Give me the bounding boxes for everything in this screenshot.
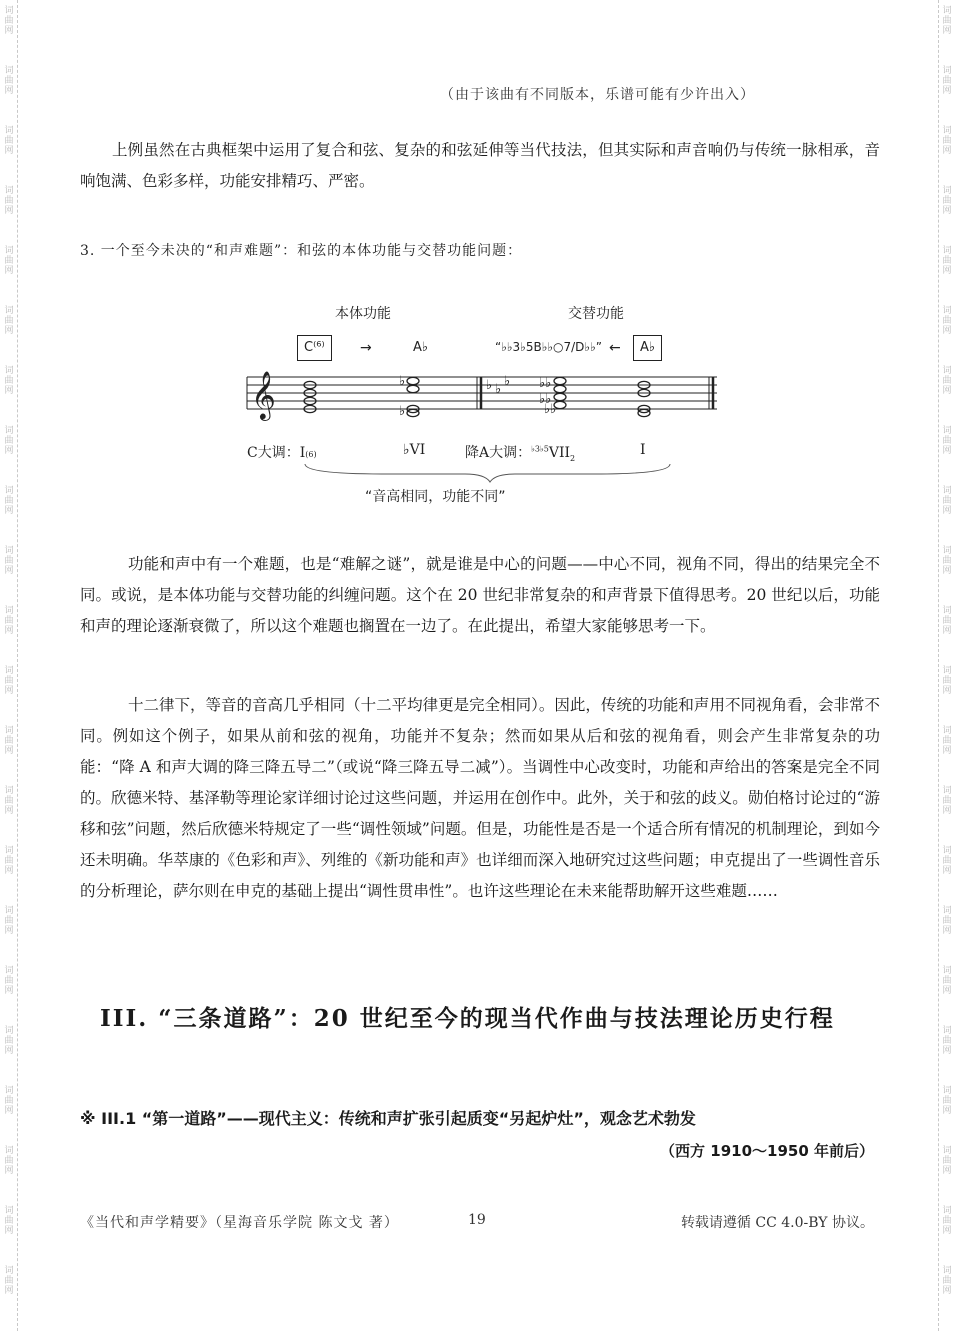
watermark-glyph: 词 [942,186,952,196]
watermark-glyph: 曲 [942,1156,952,1166]
watermark-column [940,546,954,576]
watermark-glyph: 词 [942,126,952,136]
left-watermark-strip [2,0,16,1331]
watermark-column [2,246,16,276]
watermark-glyph: 曲 [4,856,14,866]
watermark-glyph: 词 [942,66,952,76]
treble-clef-icon: 𝄞 [251,370,276,419]
edition-note: （由于该曲有不同版本，乐谱可能有少许出入） [440,87,755,103]
watermark-glyph: 曲 [942,16,952,26]
watermark-glyph: 词 [4,246,14,256]
watermark-column [2,1266,16,1296]
watermark-glyph: 词 [4,306,14,316]
watermark-column [2,1026,16,1056]
watermark-column [2,1206,16,1236]
watermark-glyph: 曲 [4,556,14,566]
watermark-glyph: 曲 [942,76,952,86]
watermark-glyph: 曲 [942,1216,952,1226]
watermark-glyph: 曲 [942,136,952,146]
watermark-glyph: 曲 [942,376,952,386]
watermark-glyph: 词 [4,1086,14,1096]
watermark-glyph: 网 [942,806,952,816]
roman-c-major-i-text: C大调：I [247,445,306,461]
footer-book-title: 《当代和声学精要》（星海音乐学院 陈文戈 著） [80,1215,399,1231]
figure-title-left: 本体功能 [335,306,391,322]
subsection-iii-1-title: ※ III.1 “第一道路”——现代主义：传统和声扩张引起质变“另起炉灶”，观念艺术勃发 [80,1109,696,1128]
watermark-glyph: 网 [4,26,14,36]
roman-c-major-i [247,442,317,462]
watermark-glyph: 网 [942,446,952,456]
right-watermark-strip [940,0,954,1331]
chord-box-left: C⁽⁶⁾ [297,335,332,361]
watermark-glyph: 词 [4,666,14,676]
paragraph-3: 十二律下，等音的音高几乎相同（十二平均律更是完全相同）。因此，传统的功能和声用不同视角看，会非常不同。例如这个例子，如果从前和弦的视角，功能并不复杂；然而如果从后和弦的视角看，则会产生非常复杂的功能：“降 A 和声大调的降三降五导二”（或说“降三降五导二减”）。当调性中心改变时，功能和声给出的答案是完全不同的。欣德米特、基泽勒等理论家详细讨论过这些问题，并运用在创作中。此外，关于和弦的歧义。勋伯格讨论过的“游移和弦”问题，然后欣德米特规定了一些“调性领域”问题。但是，功能性是否是一个适合所有情况的机制理论，到如今还未明确。华萃康的《色彩和声》、列维的《新功能和声》也详细而深入地研究过这些问题；申克提出了一些调性音乐的分析理论，萨尔则在申克的基础上提出“调性贯串性”。也许这些理论在未来能帮助解开这些难题…… [80,696,880,900]
watermark-glyph: 词 [942,966,952,976]
watermark-glyph: 网 [942,86,952,96]
watermark-column [940,666,954,696]
watermark-glyph: 曲 [4,1216,14,1226]
figure-title-right: 交替功能 [568,306,624,322]
watermark-glyph: 网 [942,746,952,756]
watermark-glyph: 网 [4,866,14,876]
watermark-glyph: 词 [942,6,952,16]
watermark-glyph: 词 [4,546,14,556]
watermark-glyph: 词 [4,1206,14,1216]
chord-label-center: “♭♭3♭5B♭♭○7/D♭♭” [495,340,602,354]
roman-flat-vi: ♭VI [403,442,426,458]
watermark-column [940,486,954,516]
watermark-glyph: 曲 [942,676,952,686]
watermark-glyph: 网 [942,686,952,696]
watermark-column [940,786,954,816]
watermark-glyph: 曲 [4,916,14,926]
watermark-glyph: 曲 [4,976,14,986]
chord-label-a-flat: A♭ [413,340,429,355]
watermark-glyph: 词 [4,486,14,496]
watermark-glyph: 词 [4,1266,14,1276]
watermark-glyph: 网 [942,926,952,936]
watermark-glyph: 词 [942,1266,952,1276]
watermark-column [940,606,954,636]
svg-text:♭♭: ♭♭ [539,392,552,407]
watermark-glyph: 曲 [942,856,952,866]
watermark-glyph: 词 [942,306,952,316]
left-margin-line [17,0,18,1331]
watermark-glyph: 曲 [942,1036,952,1046]
watermark-glyph: 词 [942,246,952,256]
watermark-glyph: 词 [942,366,952,376]
watermark-glyph: 网 [942,326,952,336]
watermark-glyph: 曲 [4,136,14,146]
watermark-glyph: 网 [4,686,14,696]
watermark-glyph: 词 [942,486,952,496]
watermark-column [2,966,16,996]
watermark-glyph: 曲 [942,256,952,266]
watermark-glyph: 曲 [942,316,952,326]
watermark-column [940,1206,954,1236]
watermark-column [2,426,16,456]
svg-text:♭: ♭ [399,374,406,389]
watermark-glyph: 曲 [942,1096,952,1106]
watermark-glyph: 词 [4,6,14,16]
watermark-glyph: 网 [4,1106,14,1116]
watermark-glyph: 网 [942,266,952,276]
watermark-glyph: 曲 [942,556,952,566]
roman-a-flat-major-vii-sub: 2 [570,453,576,463]
watermark-glyph: 网 [942,386,952,396]
watermark-column [940,246,954,276]
svg-text:♭: ♭ [495,382,502,397]
watermark-column [2,1146,16,1176]
watermark-column [2,66,16,96]
watermark-glyph: 网 [942,206,952,216]
watermark-glyph: 词 [4,1146,14,1156]
watermark-glyph: 网 [942,866,952,876]
watermark-glyph: 网 [942,1226,952,1236]
watermark-glyph: 曲 [942,496,952,506]
page-number: 19 [468,1212,486,1228]
watermark-glyph: 词 [4,186,14,196]
watermark-column [940,906,954,936]
watermark-column [2,6,16,36]
watermark-glyph: 曲 [4,736,14,746]
watermark-glyph: 词 [942,1206,952,1216]
watermark-glyph: 词 [942,666,952,676]
watermark-glyph: 网 [942,146,952,156]
watermark-column [2,906,16,936]
watermark-glyph: 曲 [942,196,952,206]
watermark-glyph: 词 [942,786,952,796]
watermark-glyph: 网 [4,986,14,996]
watermark-column [940,1086,954,1116]
watermark-column [2,366,16,396]
watermark-column [940,846,954,876]
watermark-glyph: 网 [942,626,952,636]
figure-caption: “音高相同，功能不同” [365,489,506,505]
watermark-glyph: 网 [4,506,14,516]
watermark-column [940,366,954,396]
watermark-column [940,1266,954,1296]
watermark-glyph: 词 [4,426,14,436]
watermark-glyph: 曲 [942,796,952,806]
watermark-column [2,306,16,336]
watermark-glyph: 网 [942,1046,952,1056]
watermark-glyph: 曲 [942,736,952,746]
watermark-glyph: 网 [942,26,952,36]
watermark-glyph: 词 [4,606,14,616]
watermark-column [940,426,954,456]
chord-box-right: A♭ [633,335,662,361]
watermark-column [940,186,954,216]
watermark-glyph: 网 [4,1046,14,1056]
watermark-column [940,126,954,156]
right-margin-line [938,0,939,1331]
watermark-glyph: 词 [4,126,14,136]
roman-a-flat-major-vii-text: VII [548,445,571,461]
watermark-glyph: 网 [942,506,952,516]
watermark-column [2,846,16,876]
watermark-column [940,1146,954,1176]
svg-text:♭: ♭ [486,378,493,393]
watermark-glyph: 网 [4,806,14,816]
watermark-glyph: 网 [4,1286,14,1296]
watermark-column [940,726,954,756]
watermark-column [2,546,16,576]
watermark-glyph: 网 [4,266,14,276]
svg-text:♭: ♭ [504,374,511,389]
harmony-figure [235,295,735,515]
watermark-glyph: 网 [942,1286,952,1296]
watermark-column [2,786,16,816]
watermark-glyph: 曲 [4,676,14,686]
subsection-iii-1-range: （西方 1910～1950 年前后） [660,1142,874,1160]
watermark-glyph: 词 [4,906,14,916]
roman-a-flat-major-acc: ♭3♭5 [531,444,549,454]
watermark-glyph: 词 [942,606,952,616]
watermark-column [940,306,954,336]
watermark-column [940,1026,954,1056]
watermark-glyph: 词 [942,1146,952,1156]
watermark-glyph: 网 [942,1106,952,1116]
watermark-glyph: 网 [4,1226,14,1236]
watermark-glyph: 曲 [942,1276,952,1286]
watermark-glyph: 词 [4,786,14,796]
watermark-glyph: 词 [4,966,14,976]
watermark-glyph: 网 [4,326,14,336]
watermark-glyph: 曲 [942,916,952,926]
footer-license: 转载请遵循 CC 4.0-BY 协议。 [680,1215,874,1231]
paragraph-1: 上例虽然在古典框架中运用了复合和弦、复杂的和弦延伸等当代技法，但其实际和声音响仍与传统一脉相承，音响饱满、色彩多样，功能安排精巧、严密。 [80,141,880,190]
section-3-title: 3. 一个至今未决的“和声难题”：和弦的本体功能与交替功能问题： [80,243,523,259]
watermark-glyph: 网 [942,986,952,996]
watermark-glyph: 曲 [4,796,14,806]
watermark-glyph: 词 [4,366,14,376]
svg-text:♭: ♭ [399,404,406,419]
watermark-column [940,66,954,96]
watermark-glyph: 曲 [4,496,14,506]
watermark-column [2,486,16,516]
watermark-glyph: 曲 [942,976,952,986]
watermark-glyph: 网 [4,626,14,636]
watermark-glyph: 网 [4,146,14,156]
watermark-glyph: 曲 [4,76,14,86]
watermark-glyph: 曲 [942,436,952,446]
watermark-glyph: 词 [942,726,952,736]
watermark-column [2,126,16,156]
watermark-glyph: 词 [942,426,952,436]
watermark-glyph: 网 [4,1166,14,1176]
watermark-glyph: 曲 [4,1096,14,1106]
watermark-glyph: 词 [4,726,14,736]
watermark-glyph: 词 [942,906,952,916]
watermark-glyph: 网 [942,1166,952,1176]
watermark-glyph: 词 [4,1026,14,1036]
watermark-glyph: 曲 [4,1276,14,1286]
svg-text:♭♭: ♭♭ [544,402,557,417]
watermark-glyph: 网 [4,566,14,576]
watermark-glyph: 词 [942,546,952,556]
watermark-glyph: 网 [4,746,14,756]
watermark-glyph: 曲 [4,376,14,386]
svg-text:♭♭: ♭♭ [539,376,552,391]
watermark-glyph: 词 [942,1026,952,1036]
watermark-glyph: 词 [942,1086,952,1096]
watermark-glyph: 曲 [4,616,14,626]
watermark-glyph: 网 [4,926,14,936]
watermark-glyph: 网 [942,566,952,576]
watermark-column [2,186,16,216]
watermark-glyph: 曲 [4,16,14,26]
watermark-column [2,606,16,636]
section-iii-heading: III. “三条道路”：20 世纪至今的现当代作曲与技法理论历史行程 [100,1005,835,1032]
roman-a-flat-major-i: I [640,442,646,458]
watermark-glyph: 曲 [4,256,14,266]
watermark-glyph: 曲 [4,316,14,326]
watermark-glyph: 网 [4,386,14,396]
watermark-glyph: 曲 [942,616,952,626]
watermark-glyph: 曲 [4,1156,14,1166]
watermark-glyph: 曲 [4,196,14,206]
watermark-column [2,1086,16,1116]
watermark-glyph: 网 [4,446,14,456]
paragraph-2: 功能和声中有一个难题，也是“难解之谜”，就是谁是中心的问题——中心不同，视角不同，得出的结果完全不同。或说，是本体功能与交替功能的纠缠问题。这个在 20 世纪非常复杂的和声背景下值得思考。20 世纪以后，功能和声的理论逐渐衰微了，所以这个难题也搁置在一边了。在此提出，希望大家能够思考一下。 [80,555,880,635]
roman-a-flat-major-label: 降A大调： [465,445,532,461]
watermark-column [940,966,954,996]
watermark-glyph: 网 [4,86,14,96]
watermark-glyph: 词 [4,846,14,856]
watermark-column [2,726,16,756]
watermark-column [940,6,954,36]
arrow-left: ← [609,340,621,356]
watermark-glyph: 词 [4,66,14,76]
watermark-glyph: 曲 [4,1036,14,1046]
watermark-glyph: 曲 [4,436,14,446]
watermark-glyph: 词 [942,846,952,856]
arrow-right: → [360,340,372,356]
watermark-glyph: 网 [4,206,14,216]
watermark-column [2,666,16,696]
roman-c-major-i-sub: (6) [305,450,317,459]
